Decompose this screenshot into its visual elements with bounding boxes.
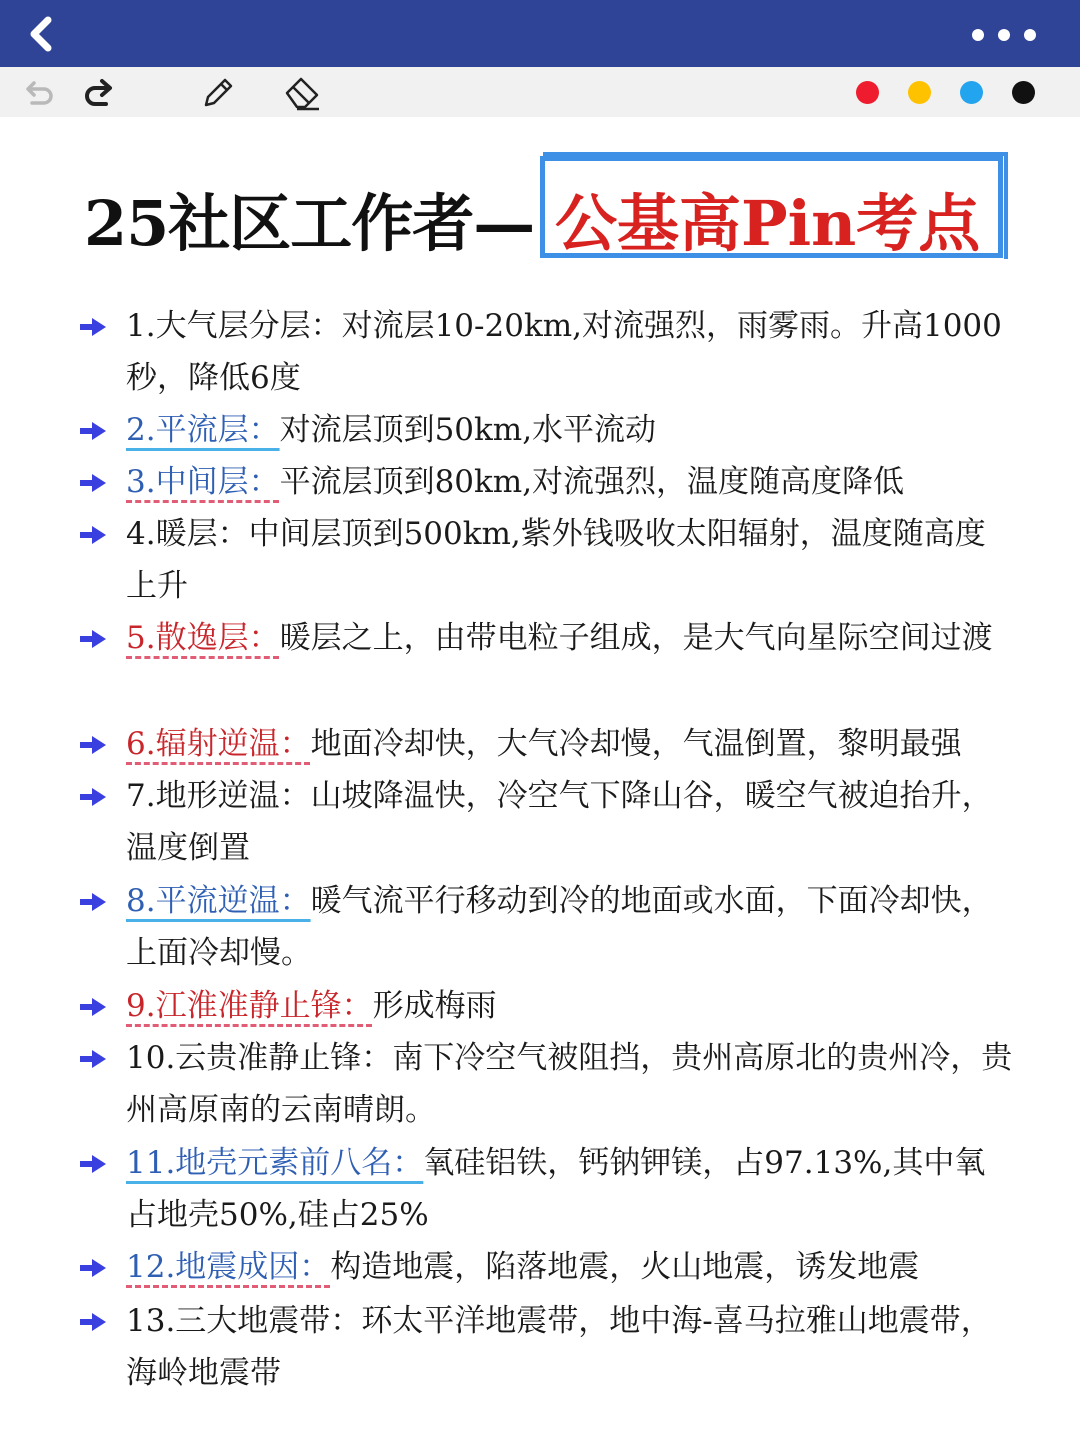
item-text	[126, 508, 1016, 612]
item-keyword: 10.云贵准静止锋：	[126, 1040, 393, 1076]
item-text	[126, 612, 1016, 664]
item-keyword: 5.散逸层：	[126, 620, 280, 656]
item-keyword: 11.地壳元素前八名：	[126, 1145, 424, 1181]
arrow-right-icon	[78, 1311, 108, 1333]
item-body: 氧硅铝铁，钙钠钾镁，占97.13%,其中氧占地壳50%,硅占25%	[126, 1145, 986, 1233]
item-text	[126, 1137, 1016, 1241]
more-dots-icon	[970, 24, 1040, 46]
item-text	[126, 718, 1016, 770]
item-text	[126, 1295, 1016, 1399]
item-body: 对流层顶到50km,水平流动	[279, 412, 657, 448]
item-body: 环太平洋地震带，地中海-喜马拉雅山地震带，海岭地震带	[126, 1303, 992, 1391]
arrow-right-icon	[78, 420, 108, 442]
item-body: 南下冷空气被阻挡，贵州高原北的贵州冷，贵州高原南的云南晴朗。	[126, 1040, 1013, 1128]
item-keyword: 3.中间层：	[126, 464, 280, 500]
item-body: 平流层顶到80km,对流强烈，温度随高度降低	[279, 464, 905, 500]
item-body: 构造地震，陷落地震，火山地震，诱发地震	[330, 1249, 920, 1285]
item-keyword: 7.地形逆温：	[126, 778, 311, 814]
item-text	[126, 770, 1016, 874]
item-text	[126, 1032, 1016, 1136]
arrow-right-icon	[78, 786, 108, 808]
arrow-right-icon	[78, 734, 108, 756]
title-accent: 公基高Pin考点	[555, 187, 981, 260]
undo-icon	[22, 75, 58, 111]
back-button[interactable]	[22, 14, 62, 54]
arrow-right-icon	[78, 316, 108, 338]
item-body: 对流层10-20km,对流强烈，雨雾雨。升高1000秒，降低6度	[126, 308, 1002, 396]
arrow-right-icon	[78, 524, 108, 546]
color-swatch[interactable]	[856, 81, 879, 104]
item-text	[126, 300, 1016, 404]
item-keyword: 2.平流层：	[126, 412, 280, 448]
eraser-button[interactable]	[283, 75, 319, 111]
item-text	[126, 456, 1016, 508]
item-body: 形成梅雨	[372, 988, 497, 1024]
item-body: 暖气流平行移动到冷的地面或水面，下面冷却快，上面冷却慢。	[126, 883, 993, 971]
arrow-right-icon	[78, 996, 108, 1018]
item-keyword: 13.三大地震带：	[126, 1303, 362, 1339]
item-keyword: 8.平流逆温：	[126, 883, 311, 919]
eraser-icon	[283, 75, 323, 111]
arrow-right-icon	[78, 891, 108, 913]
item-keyword: 9.江淮准静止锋：	[126, 988, 373, 1024]
arrow-right-icon	[78, 1257, 108, 1279]
item-body: 中间层顶到500km,紫外钱吸收太阳辐射，温度随高度上升	[126, 516, 986, 604]
top-bar	[0, 0, 1080, 67]
item-text	[126, 1241, 1016, 1293]
arrow-right-icon	[78, 472, 108, 494]
item-keyword: 6.辐射逆温：	[126, 726, 311, 762]
item-text	[126, 875, 1016, 979]
color-swatch[interactable]	[960, 81, 983, 104]
item-keyword: 12.地震成因：	[126, 1249, 331, 1285]
redo-button[interactable]	[80, 75, 116, 111]
chevron-left-icon	[22, 14, 62, 54]
item-keyword: 1.大气层分层：	[126, 308, 342, 344]
undo-button[interactable]	[22, 75, 58, 111]
item-body: 暖层之上，由带电粒子组成，是大气向星际空间过渡	[279, 620, 993, 656]
more-button[interactable]	[970, 24, 1040, 46]
item-body: 地面冷却快，大气冷却慢，气温倒置，黎明最强	[310, 726, 962, 762]
color-swatch[interactable]	[1012, 81, 1035, 104]
page-title	[0, 150, 1080, 270]
arrow-right-icon	[78, 628, 108, 650]
title-main: 25社区工作者—	[84, 187, 535, 260]
pen-button[interactable]	[200, 75, 236, 111]
redo-icon	[80, 75, 116, 111]
item-keyword: 4.暖层：	[126, 516, 249, 552]
pencil-icon	[200, 75, 236, 111]
color-swatch[interactable]	[908, 81, 931, 104]
arrow-right-icon	[78, 1153, 108, 1175]
arrow-right-icon	[78, 1048, 108, 1070]
item-text	[126, 980, 1016, 1032]
item-text	[126, 404, 1016, 456]
item-body: 山坡降温快，冷空气下降山谷，暖空气被迫抬升，温度倒置	[126, 778, 993, 866]
